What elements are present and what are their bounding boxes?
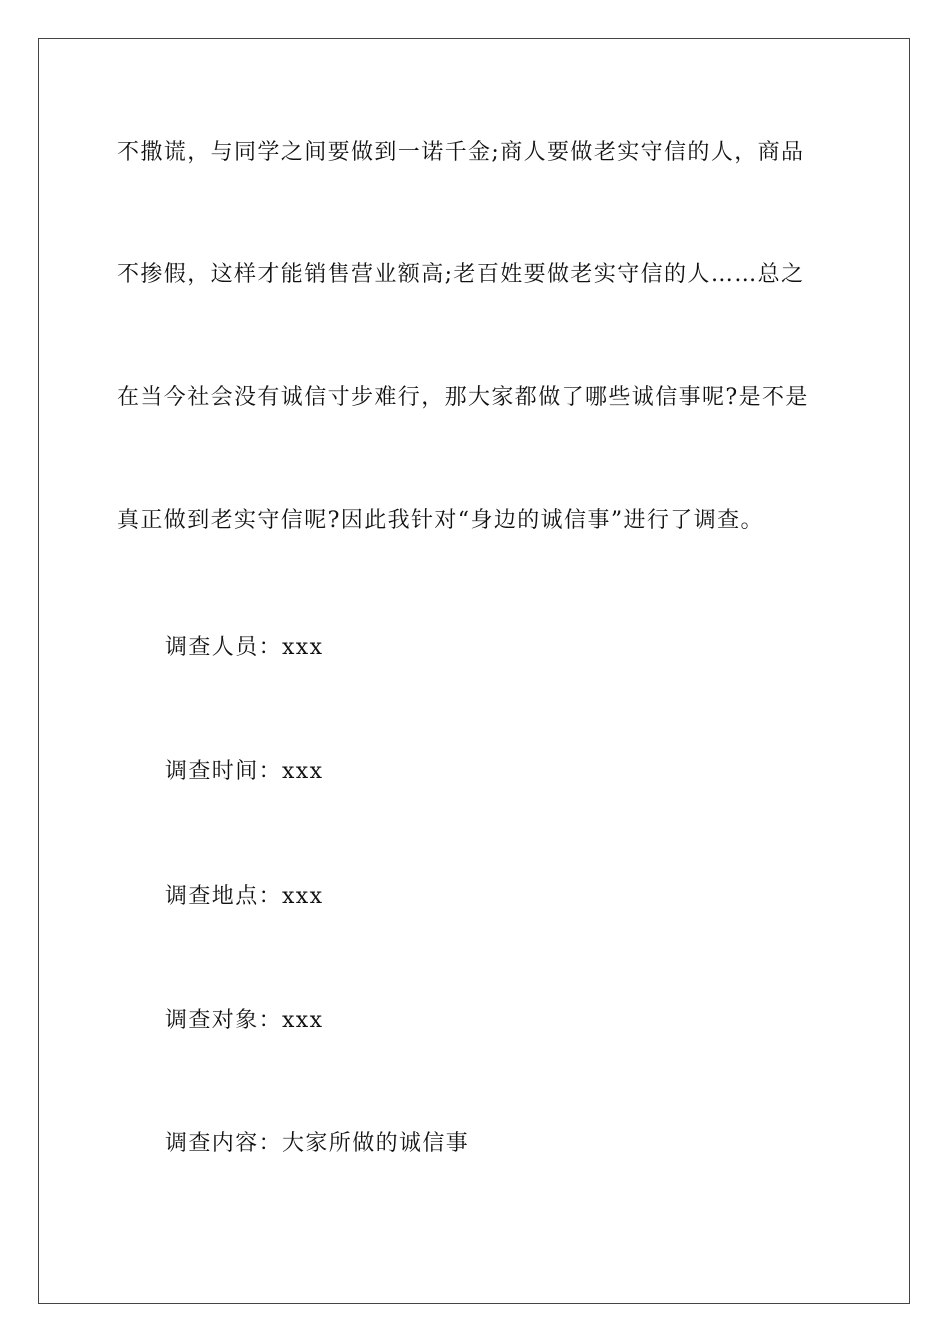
survey-subjects: 调查对象：xxx bbox=[165, 1008, 324, 1033]
paragraph-line-3: 在当今社会没有诚信寸步难行，那大家都做了哪些诚信事呢?是不是 bbox=[117, 385, 809, 410]
paragraph-line-1: 不撒谎，与同学之间要做到一诺千金;商人要做老实守信的人，商品 bbox=[117, 140, 805, 165]
survey-time: 调查时间：xxx bbox=[165, 759, 324, 784]
survey-content: 调查内容：大家所做的诚信事 bbox=[165, 1131, 470, 1156]
paragraph-line-2: 不掺假，这样才能销售营业额高;老百姓要做老实守信的人……总之 bbox=[117, 262, 805, 287]
paragraph-line-4: 真正做到老实守信呢?因此我针对“身边的诚信事”进行了调查。 bbox=[117, 508, 764, 533]
survey-location: 调查地点：xxx bbox=[165, 884, 324, 909]
page-frame bbox=[38, 38, 910, 1304]
survey-personnel: 调查人员：xxx bbox=[165, 635, 324, 660]
